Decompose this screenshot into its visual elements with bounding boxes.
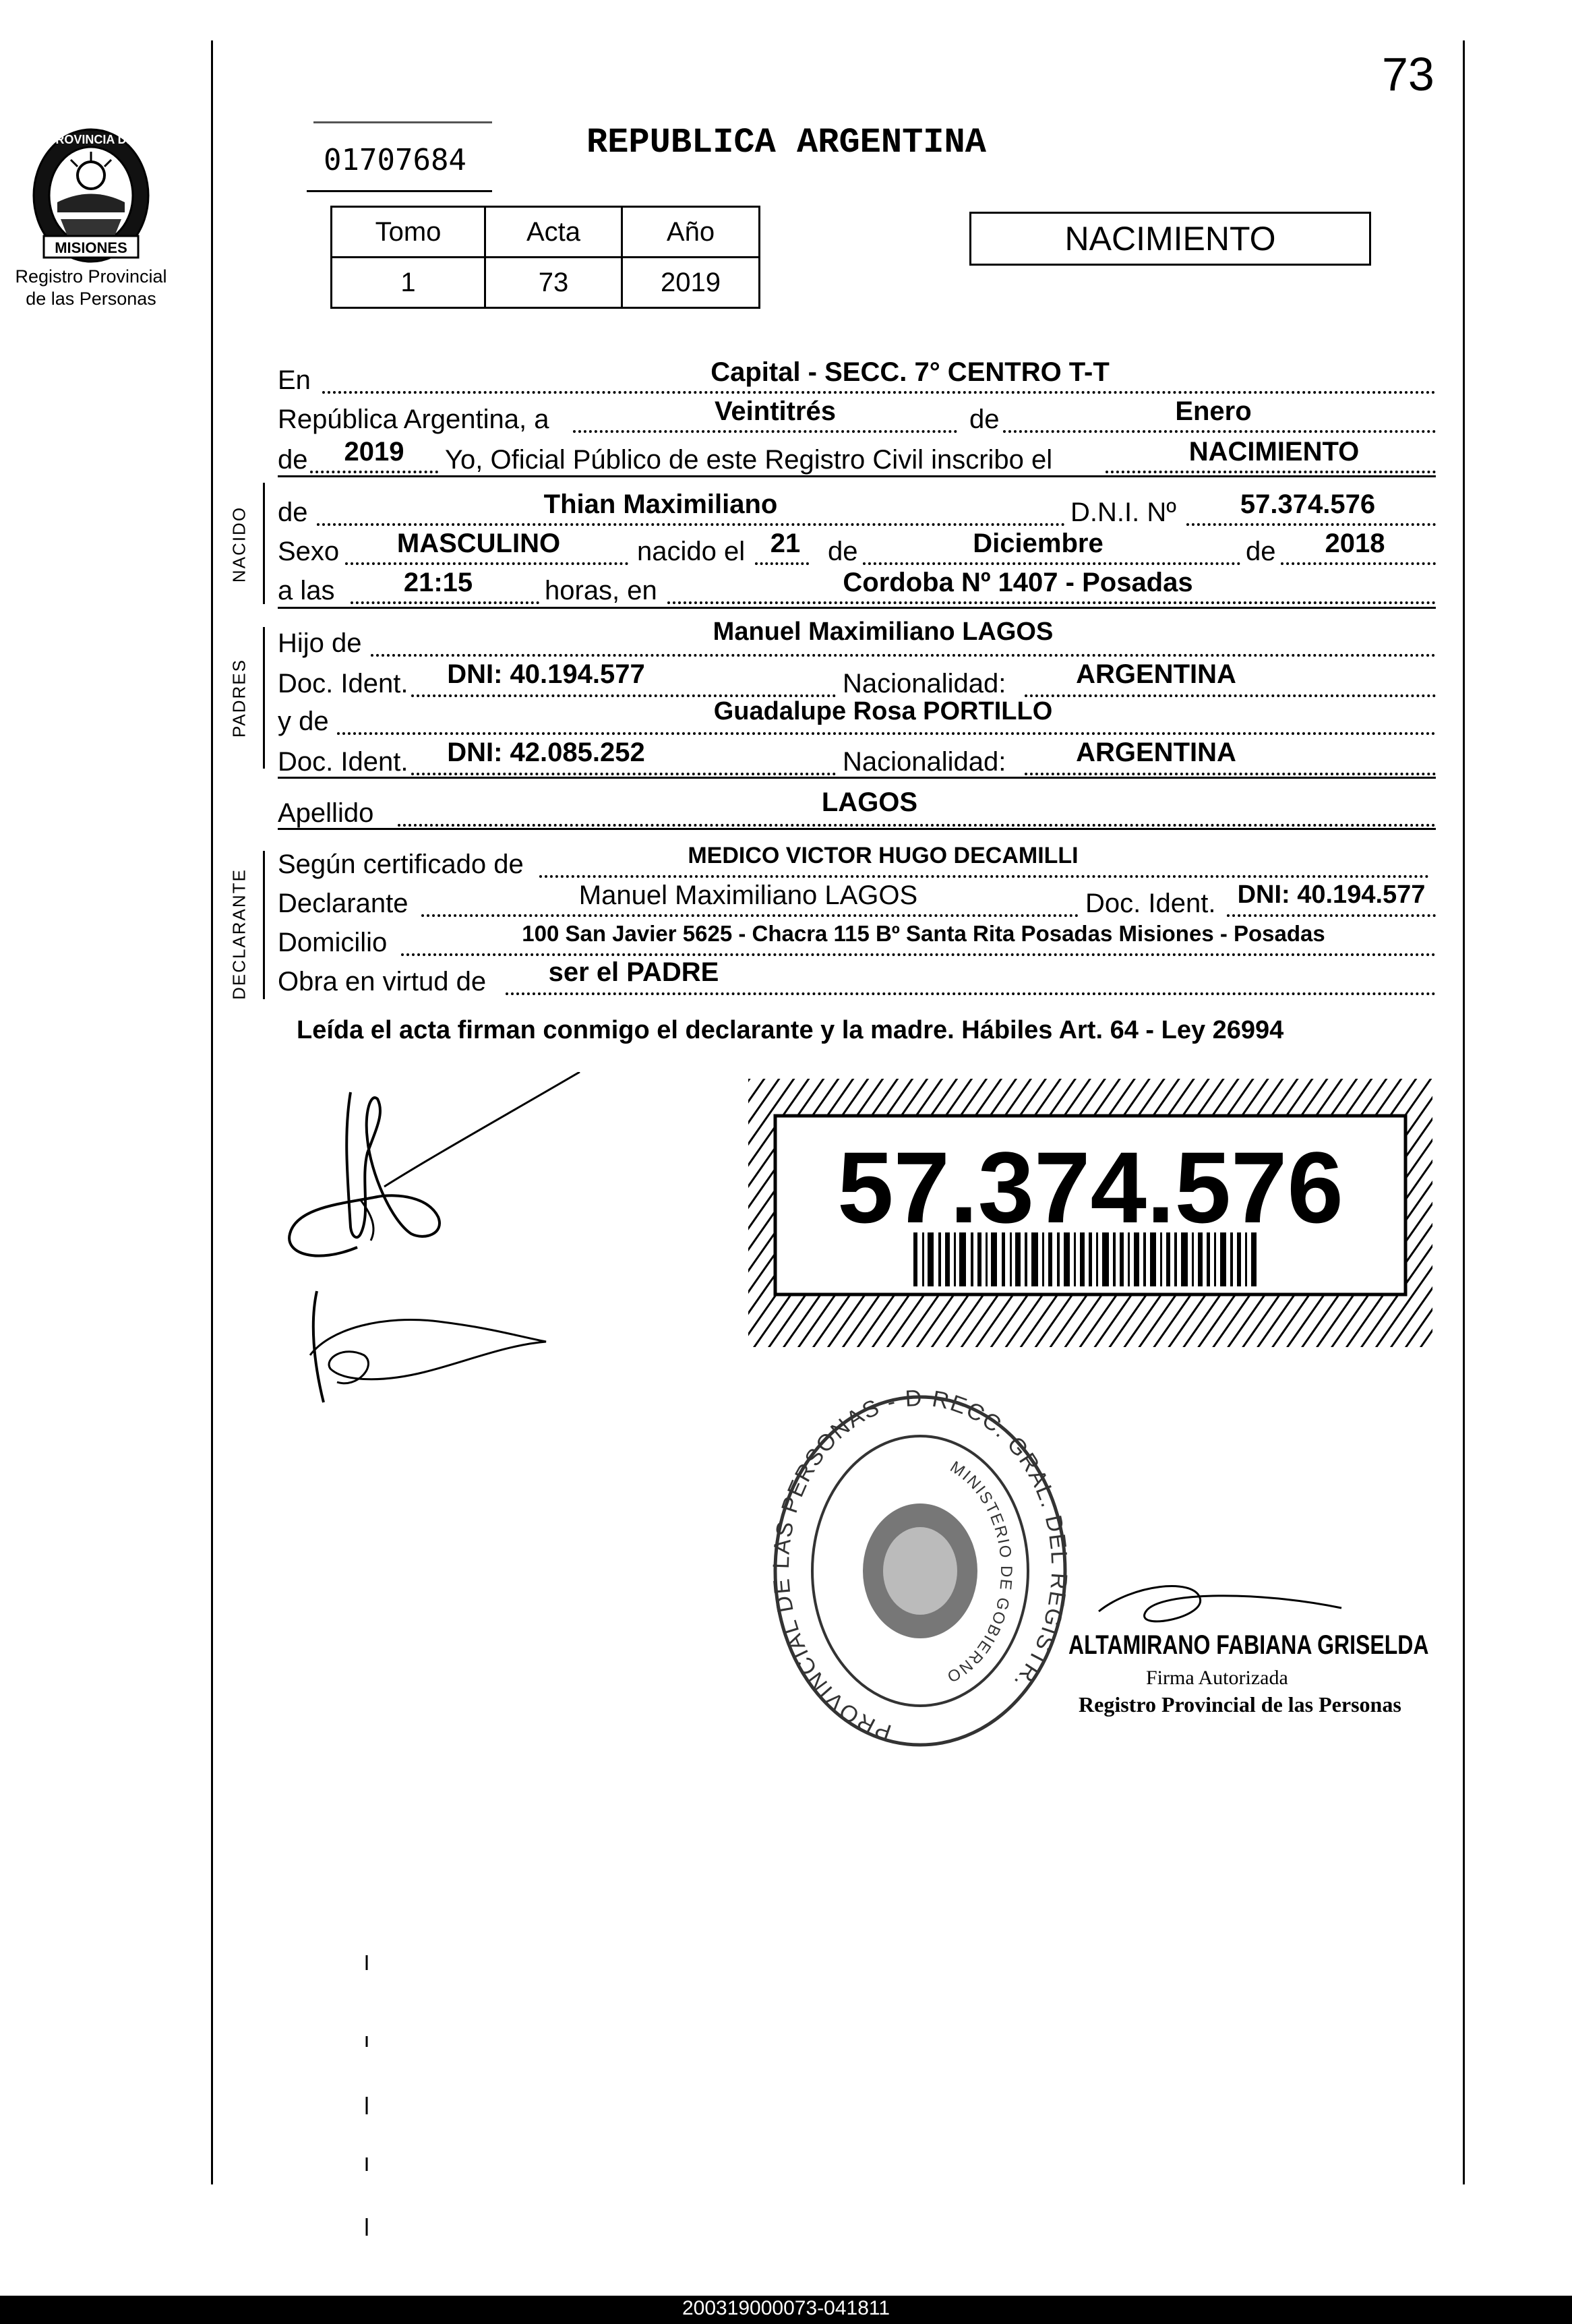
- rule-apellido: [278, 828, 1436, 830]
- logo-band-text: MISIONES: [55, 239, 127, 256]
- value-declarante-doc: DNI: 40.194.577: [1237, 881, 1426, 909]
- stamp-outer-text: PROVINCIAL DE LAS PERSONAS - D RECC. GRAL. DEL REGISTR.: [768, 1389, 1072, 1746]
- dots-dia: [573, 430, 957, 433]
- label-nacionalidad: Nacionalidad:: [843, 669, 1006, 698]
- dots-mes-nac: [863, 562, 1240, 565]
- scan-dash-marks: [365, 1955, 368, 2238]
- dots-sexo: [345, 562, 628, 565]
- label-inscribo: Yo, Oficial Público de este Registro Civil inscribo el: [445, 445, 1053, 475]
- closing-text: Leída el acta firman conmigo el declarante y la madre. Hábiles Art. 64 - Ley 26994: [297, 1016, 1284, 1044]
- label-a-las: a las: [278, 576, 335, 605]
- dots-lugar: [322, 391, 1436, 394]
- dots-madre: [337, 732, 1436, 735]
- label-nacionalidad-2: Nacionalidad:: [843, 747, 1006, 777]
- value-lugar-nac: Cordoba Nº 1407 - Posadas: [843, 568, 1193, 597]
- official-name: ALTAMIRANO FABIANA GRISELDA: [1068, 1630, 1429, 1660]
- left-margin-line: [211, 40, 213, 2184]
- value-padre-doc: DNI: 40.194.577: [447, 659, 645, 689]
- label-de-5: de: [1246, 537, 1276, 566]
- serial-top-rule: [313, 121, 492, 123]
- label-domicilio: Domicilio: [278, 928, 388, 957]
- value-mes: Enero: [1175, 396, 1252, 426]
- table-header-tomo: Tomo: [332, 207, 485, 258]
- label-horas-en: horas, en: [545, 576, 657, 605]
- dni-sticker-number: 57.374.576: [837, 1131, 1343, 1244]
- label-sexo: Sexo: [278, 537, 340, 566]
- footer-code: 200319000073-041811: [682, 2297, 890, 2319]
- value-padre: Manuel Maximiliano LAGOS: [713, 618, 1054, 646]
- value-madre: Guadalupe Rosa PORTILLO: [713, 697, 1053, 725]
- rule-intro: [278, 475, 1436, 477]
- value-padre-nac: ARGENTINA: [1076, 659, 1236, 689]
- label-segun: Según certificado de: [278, 850, 524, 879]
- value-tipo: NACIMIENTO: [1188, 437, 1360, 467]
- official-role: Firma Autorizada: [1146, 1667, 1288, 1689]
- value-dia-nac: 21: [770, 529, 801, 558]
- page-number: 73: [1382, 48, 1434, 100]
- value-declarante: Manuel Maximiliano LAGOS: [578, 881, 918, 910]
- header-title: REPUBLICA ARGENTINA: [586, 123, 986, 162]
- dots-nombre: [317, 523, 1065, 526]
- section-bar-padres: [263, 627, 265, 769]
- table-header-anio: Año: [622, 207, 760, 258]
- section-label-nacido: NACIDO: [229, 506, 249, 583]
- serial-number: 01707684: [324, 143, 466, 177]
- label-obra: Obra en virtud de: [278, 967, 487, 996]
- dots-madre-doc: [411, 773, 836, 775]
- table-value-acta: 73: [485, 258, 622, 308]
- dni-sticker: [748, 1079, 1432, 1347]
- label-y-de: y de: [278, 707, 329, 736]
- label-de-3: de: [278, 498, 308, 527]
- value-madre-doc: DNI: 42.085.252: [447, 738, 645, 767]
- dots-dni: [1186, 523, 1436, 526]
- label-declarante: Declarante: [278, 889, 409, 918]
- dots-anio: [310, 471, 438, 473]
- value-dni: 57.374.576: [1240, 489, 1376, 519]
- section-label-declarante: DECLARANTE: [229, 868, 249, 1000]
- dots-domicilio: [401, 953, 1436, 956]
- section-label-padres: PADRES: [229, 659, 249, 738]
- record-table: [330, 206, 760, 309]
- value-hora: 21:15: [403, 568, 473, 597]
- dots-apellido: [398, 824, 1436, 827]
- section-bar-declarante: [263, 851, 265, 999]
- value-dia-letras: Veintitrés: [714, 396, 837, 426]
- value-certificado: MEDICO VICTOR HUGO DECAMILLI: [688, 843, 1079, 868]
- label-de-2: de: [278, 445, 308, 475]
- value-madre-nac: ARGENTINA: [1076, 738, 1236, 767]
- dots-padre-nac: [1025, 694, 1436, 697]
- dots-certificado: [539, 875, 1429, 878]
- value-nombre: Thian Maximiliano: [543, 489, 778, 519]
- value-mes-nac: Diciembre: [973, 529, 1104, 558]
- table-header-acta: Acta: [485, 207, 622, 258]
- table-value-tomo: 1: [332, 258, 485, 308]
- label-en: En: [278, 365, 311, 395]
- agency-line-2: de las Personas: [26, 289, 156, 309]
- dots-anio-nac: [1281, 562, 1436, 565]
- value-anio: 2019: [344, 437, 404, 467]
- dots-padre: [371, 654, 1436, 657]
- province-shield-logo: [20, 111, 162, 266]
- dots-declarante: [421, 914, 1079, 917]
- rule-padres: [278, 777, 1436, 779]
- value-lugar: Capital - SECC. 7° CENTRO T-T: [711, 357, 1110, 387]
- rule-nacido: [278, 607, 1436, 609]
- label-republica: República Argentina, a: [278, 405, 549, 434]
- mother-signature: [290, 1281, 560, 1416]
- agency-line-1: Registro Provincial: [15, 266, 167, 287]
- dots-obra: [506, 992, 1436, 995]
- value-apellido: LAGOS: [821, 787, 918, 817]
- dots-dia-nac: [755, 562, 809, 565]
- label-apellido: Apellido: [278, 798, 374, 828]
- label-doc-ident: Doc. Ident.: [278, 669, 409, 698]
- stamp-inner-text: MINISTERIO DE GOBIERNO: [942, 1458, 1016, 1687]
- value-domicilio: 100 San Javier 5625 - Chacra 115 Bº Santa Rita Posadas Misiones - Posadas: [522, 921, 1325, 946]
- label-doc-ident-3: Doc. Ident.: [1085, 889, 1216, 918]
- value-sexo: MASCULINO: [396, 529, 561, 558]
- section-bar-nacido: [263, 483, 265, 604]
- dots-tipo: [1106, 471, 1436, 473]
- right-margin-line: [1463, 40, 1465, 2184]
- label-hijo-de: Hijo de: [278, 628, 362, 658]
- record-type-box: [969, 212, 1371, 266]
- record-type: NACIMIENTO: [1064, 220, 1276, 258]
- dots-declarante-doc: [1227, 914, 1436, 917]
- dots-lugar-nac: [667, 601, 1436, 604]
- label-de-4: de: [828, 537, 858, 566]
- value-anio-nac: 2018: [1325, 529, 1385, 558]
- label-de-1: de: [969, 405, 1000, 434]
- dots-mes: [1003, 430, 1436, 433]
- value-obra: ser el PADRE: [548, 957, 719, 987]
- official-stamp: [768, 1389, 1072, 1753]
- logo-arc-text: PROVINCIA DE: [47, 133, 135, 146]
- serial-underline: [307, 190, 492, 192]
- dots-madre-nac: [1025, 773, 1436, 775]
- table-value-anio: 2019: [622, 258, 760, 308]
- label-nacido-el: nacido el: [637, 537, 746, 566]
- label-doc-ident-2: Doc. Ident.: [278, 747, 409, 777]
- declarant-signature: [276, 1072, 593, 1268]
- official-agency: Registro Provincial de las Personas: [1079, 1692, 1401, 1717]
- label-dni: D.N.I. Nº: [1070, 498, 1176, 527]
- dots-hora: [351, 601, 539, 604]
